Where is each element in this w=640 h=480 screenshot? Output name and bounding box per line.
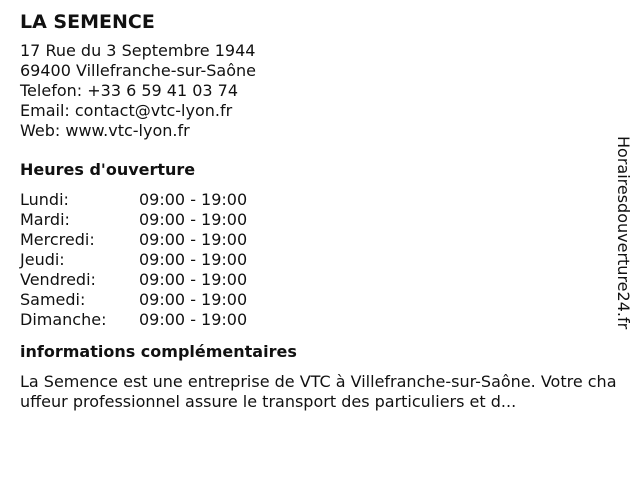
additional-info-text: La Semence est une entreprise de VTC à Villefranche-sur-Saône. Votre chauffeur professionnel assure le transport des particuliers et d... bbox=[20, 372, 617, 411]
time-range: 09:00 - 19:00 bbox=[139, 210, 248, 229]
day-label: Mercredi: bbox=[20, 230, 95, 249]
time-range: 09:00 - 19:00 bbox=[139, 230, 248, 249]
day-label: Lundi: bbox=[20, 190, 69, 209]
hours-row bbox=[20, 290, 247, 310]
address-city: 69400 Villefranche-sur-Saône bbox=[20, 61, 257, 80]
hours-row bbox=[20, 270, 247, 290]
hours-row bbox=[20, 310, 247, 330]
site-watermark: Horairesdouverture24.fr bbox=[614, 136, 633, 330]
hours-row bbox=[20, 190, 247, 210]
time-range: 09:00 - 19:00 bbox=[139, 270, 248, 289]
hours-row bbox=[20, 230, 247, 250]
additional-info-heading: informations complémentaires bbox=[20, 342, 297, 361]
email-line: Email: contact@vtc-lyon.fr bbox=[20, 101, 233, 120]
time-range: 09:00 - 19:00 bbox=[139, 250, 248, 269]
time-range: 09:00 - 19:00 bbox=[139, 290, 248, 309]
day-label: Jeudi: bbox=[20, 250, 65, 269]
address-street: 17 Rue du 3 Septembre 1944 bbox=[20, 41, 256, 60]
time-range: 09:00 - 19:00 bbox=[139, 190, 248, 209]
day-label: Dimanche: bbox=[20, 310, 107, 329]
day-label: Vendredi: bbox=[20, 270, 96, 289]
hours-row bbox=[20, 250, 247, 270]
web-line: Web: www.vtc-lyon.fr bbox=[20, 121, 190, 140]
time-range: 09:00 - 19:00 bbox=[139, 310, 248, 329]
phone-line: Telefon: +33 6 59 41 03 74 bbox=[20, 81, 239, 100]
hours-row bbox=[20, 210, 247, 230]
business-card bbox=[20, 10, 618, 412]
opening-hours-table bbox=[20, 190, 247, 330]
opening-hours-heading: Heures d'ouverture bbox=[20, 160, 196, 179]
day-label: Mardi: bbox=[20, 210, 70, 229]
business-name: LA SEMENCE bbox=[20, 11, 155, 33]
day-label: Samedi: bbox=[20, 290, 86, 309]
